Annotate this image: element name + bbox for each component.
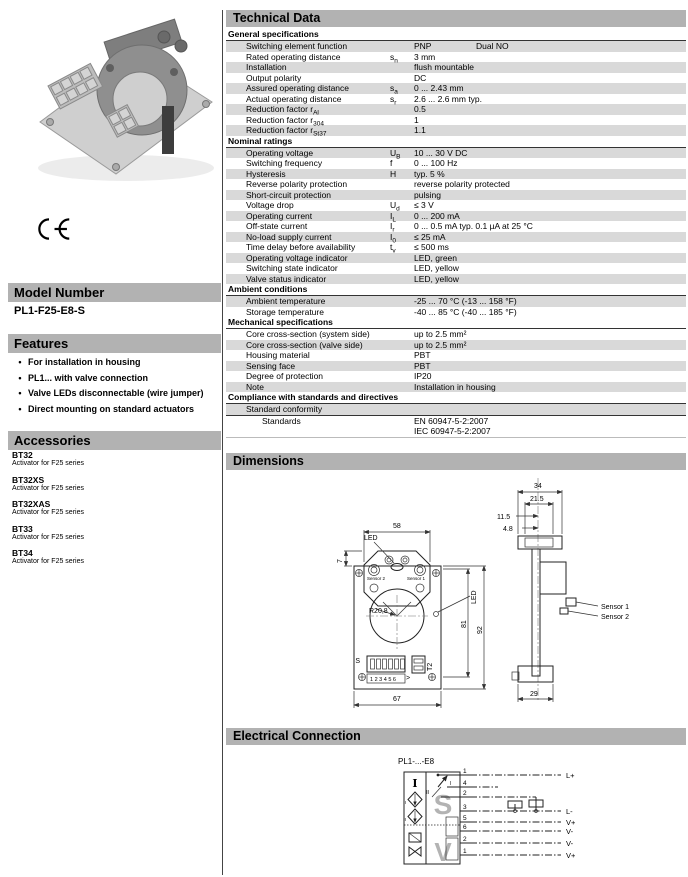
svg-text:Sensor 1: Sensor 1 — [407, 575, 426, 581]
svg-text:I: I — [412, 776, 418, 790]
spec-row: Reduction factor $r_{304}$ 1 — [246, 114, 419, 128]
feature-item: • Valve LEDs disconnectable (wire jumper) — [12, 388, 218, 399]
spec-section-title: Ambient conditions — [226, 284, 686, 296]
spec-row: Rated operating distance $s_n$ 3 mm — [246, 51, 436, 65]
product-photo — [14, 10, 214, 206]
suppressor-components — [508, 797, 543, 813]
spec-row: Operating current $I_L$ 0 ... 200 mA — [226, 211, 686, 222]
accessory-item — [12, 524, 212, 543]
svg-text:I: I — [404, 799, 406, 805]
diagram-title: PL1-...-E8 — [398, 756, 435, 766]
pin-numbers — [460, 768, 470, 855]
spec-row: Installation flush mountable — [226, 62, 686, 73]
svg-text:92: 92 — [477, 625, 484, 634]
svg-text:1: 1 — [463, 767, 467, 775]
accessory-desc: Activator for F25 series — [12, 460, 84, 467]
spec-row: Reduction factor $r_{Al}$ 0.5 — [226, 104, 686, 115]
feature-item: • Direct mounting on standard actuators — [12, 404, 218, 415]
svg-text:LED: LED — [471, 589, 478, 604]
spec-row: Time delay before availability $t_v$ ≤ 500 ms — [246, 242, 449, 255]
svg-text:T2: T2 — [427, 662, 434, 671]
accessory-name: BT32XS — [12, 474, 45, 485]
spec-row: Assured operating distance $s_a$ 0 ... 2.43 mm — [226, 83, 686, 94]
spec-row: Standards EN 60947-5-2:2007 IEC 60947-5-2:2007 — [262, 415, 491, 436]
accessories-header: Accessories — [8, 431, 221, 450]
spec-row: Output polarity DC — [246, 72, 427, 83]
accessory-name: BT32 — [12, 450, 33, 460]
board-screw — [47, 119, 54, 126]
accessory-name: BT33 — [12, 523, 33, 534]
bullet-icon: • — [18, 388, 22, 398]
svg-text:7: 7 — [337, 558, 344, 563]
svg-text:S: S — [355, 657, 360, 665]
svg-text:3: 3 — [463, 803, 467, 811]
spec-row: Short-circuit protection pulsing — [226, 190, 686, 201]
svg-text:4: 4 — [463, 779, 467, 787]
accessory-desc: Activator for F25 series — [12, 484, 84, 492]
spec-section-title: Mechanical specifications — [226, 317, 686, 329]
svg-text:1 2 3 4 5 6: 1 2 3 4 5 6 — [370, 676, 396, 683]
bullet-icon: • — [18, 372, 22, 383]
spec-row: Hysteresis H typ. 5 % — [226, 169, 686, 180]
sensor-symbols — [403, 777, 422, 824]
front-view — [337, 523, 486, 708]
bullet-icon: • — [18, 357, 22, 367]
model-number-header: Model Number — [8, 283, 221, 302]
spec-row: Standard conformity — [226, 404, 686, 416]
spec-row: Sensing face PBT — [226, 361, 686, 372]
accessory-item — [12, 499, 212, 518]
svg-text:Sensor 1: Sensor 1 — [601, 603, 630, 611]
svg-text:V: V — [434, 836, 452, 867]
spec-row: Storage temperature -40 ... 85 °C (-40 ... 185 °F) — [246, 306, 517, 317]
feature-item: • For installation in housing — [12, 357, 218, 368]
ce-mark-icon — [26, 214, 72, 244]
svg-text:81: 81 — [461, 619, 468, 628]
electrical-diagram — [226, 754, 686, 877]
svg-text:58: 58 — [393, 522, 401, 530]
svg-text:29: 29 — [530, 690, 538, 698]
svg-text:2: 2 — [463, 835, 467, 843]
svg-text:2: 2 — [463, 789, 467, 797]
accessory-item — [12, 450, 212, 469]
valve-symbol — [409, 833, 421, 856]
svg-text:4.8: 4.8 — [503, 525, 513, 533]
spec-section-title: General specifications — [226, 29, 686, 41]
column-divider — [222, 10, 223, 875]
model-number-value: PL1-F25-E8-S — [14, 305, 85, 317]
spec-row: Actual operating distance $s_r$ 2.6 ... 2.6 mm typ. — [246, 93, 483, 107]
svg-text:Sensor 2: Sensor 2 — [601, 613, 630, 621]
svg-text:LED: LED — [364, 534, 378, 542]
spec-row: Note Installation in housing — [226, 382, 686, 393]
svg-text:V+: V+ — [566, 817, 576, 827]
svg-text:II: II — [426, 789, 429, 796]
board-screw — [113, 164, 120, 171]
svg-text:V+: V+ — [566, 850, 576, 860]
svg-text:L-: L- — [566, 806, 573, 816]
spec-section-title: Nominal ratings — [226, 136, 686, 148]
svg-text:67: 67 — [393, 695, 401, 703]
spec-table — [226, 29, 686, 438]
svg-text:S: S — [433, 788, 453, 820]
svg-text:6: 6 — [463, 823, 467, 831]
svg-text:V-: V- — [566, 826, 574, 836]
accessory-item — [12, 475, 212, 494]
technical-data-header: Technical Data — [226, 10, 686, 27]
svg-text:5: 5 — [463, 814, 467, 822]
dimensions-header: Dimensions — [226, 453, 686, 470]
board-screw — [203, 101, 210, 108]
jumper-block — [406, 656, 434, 682]
right-column — [226, 0, 686, 877]
wire-labels — [566, 771, 576, 860]
spec-row: Ambient temperature -25 ... 70 °C (-13 ... 158 °F) — [226, 296, 686, 307]
spec-row: Switching element function PNP Dual NO — [226, 41, 686, 52]
spec-row: Operating voltage $U_B$ 10 ... 30 V DC — [226, 148, 686, 159]
dimensions-drawing — [226, 470, 686, 722]
spec-row: Switching state indicator LED, yellow — [246, 263, 459, 273]
spec-row: Operating voltage indicator LED, green — [226, 253, 686, 264]
features-list — [12, 357, 218, 419]
svg-text:>: > — [406, 674, 411, 682]
spec-row: Switching frequency f 0 ... 100 Hz — [246, 158, 458, 168]
pin-wires — [470, 775, 561, 855]
feature-item: • PL1... with valve connection — [12, 373, 218, 384]
spec-section-title: Compliance with standards and directives — [226, 392, 686, 404]
spec-row: Core cross-section (system side) up to 2.5 mm² — [246, 329, 467, 339]
spec-row: Off-state current $I_r$ 0 ... 0.5 mA typ. 0.1 µA at 25 °C — [246, 221, 533, 234]
svg-text:II: II — [403, 816, 406, 822]
accessory-desc: Activator for F25 series — [12, 558, 84, 565]
spec-row: Valve status indicator LED, yellow — [226, 274, 686, 285]
spec-row: Voltage drop $U_d$ ≤ 3 V — [246, 200, 434, 213]
dip-switch — [355, 656, 405, 683]
svg-text:34: 34 — [534, 482, 542, 490]
accessory-name: BT32XAS — [12, 499, 51, 509]
svg-text:L+: L+ — [566, 770, 575, 780]
accessory-desc: Activator for F25 series — [12, 509, 84, 516]
svg-text:21.5: 21.5 — [530, 495, 544, 503]
features-header: Features — [8, 334, 221, 353]
left-column — [8, 0, 221, 877]
accessory-desc: Activator for F25 series — [12, 533, 84, 541]
svg-text:I: I — [450, 780, 452, 787]
spec-row: Reduction factor $r_{St37}$ 1.1 — [226, 125, 686, 136]
side-view — [497, 478, 629, 702]
spec-row: No-load supply current $I_0$ ≤ 25 mA — [226, 232, 686, 243]
svg-text:R20,8: R20,8 — [369, 607, 388, 615]
led-window — [391, 563, 403, 570]
svg-text:V-: V- — [566, 838, 574, 848]
spec-row: Reverse polarity protection reverse polarity protected — [246, 179, 510, 189]
accessories-list — [12, 450, 212, 573]
accessory-item — [12, 548, 212, 567]
svg-text:Sensor 2: Sensor 2 — [367, 575, 386, 581]
spec-row: Housing material PBT — [246, 350, 431, 360]
bullet-icon: • — [18, 403, 22, 414]
spec-row: Degree of protection IP20 — [246, 371, 432, 381]
electrical-connection-header: Electrical Connection — [226, 728, 686, 745]
svg-text:1: 1 — [463, 847, 467, 855]
accessory-name: BT34 — [12, 548, 33, 558]
svg-text:11.5: 11.5 — [497, 513, 511, 521]
spec-row: Core cross-section (valve side) up to 2.5 mm² — [226, 340, 686, 351]
